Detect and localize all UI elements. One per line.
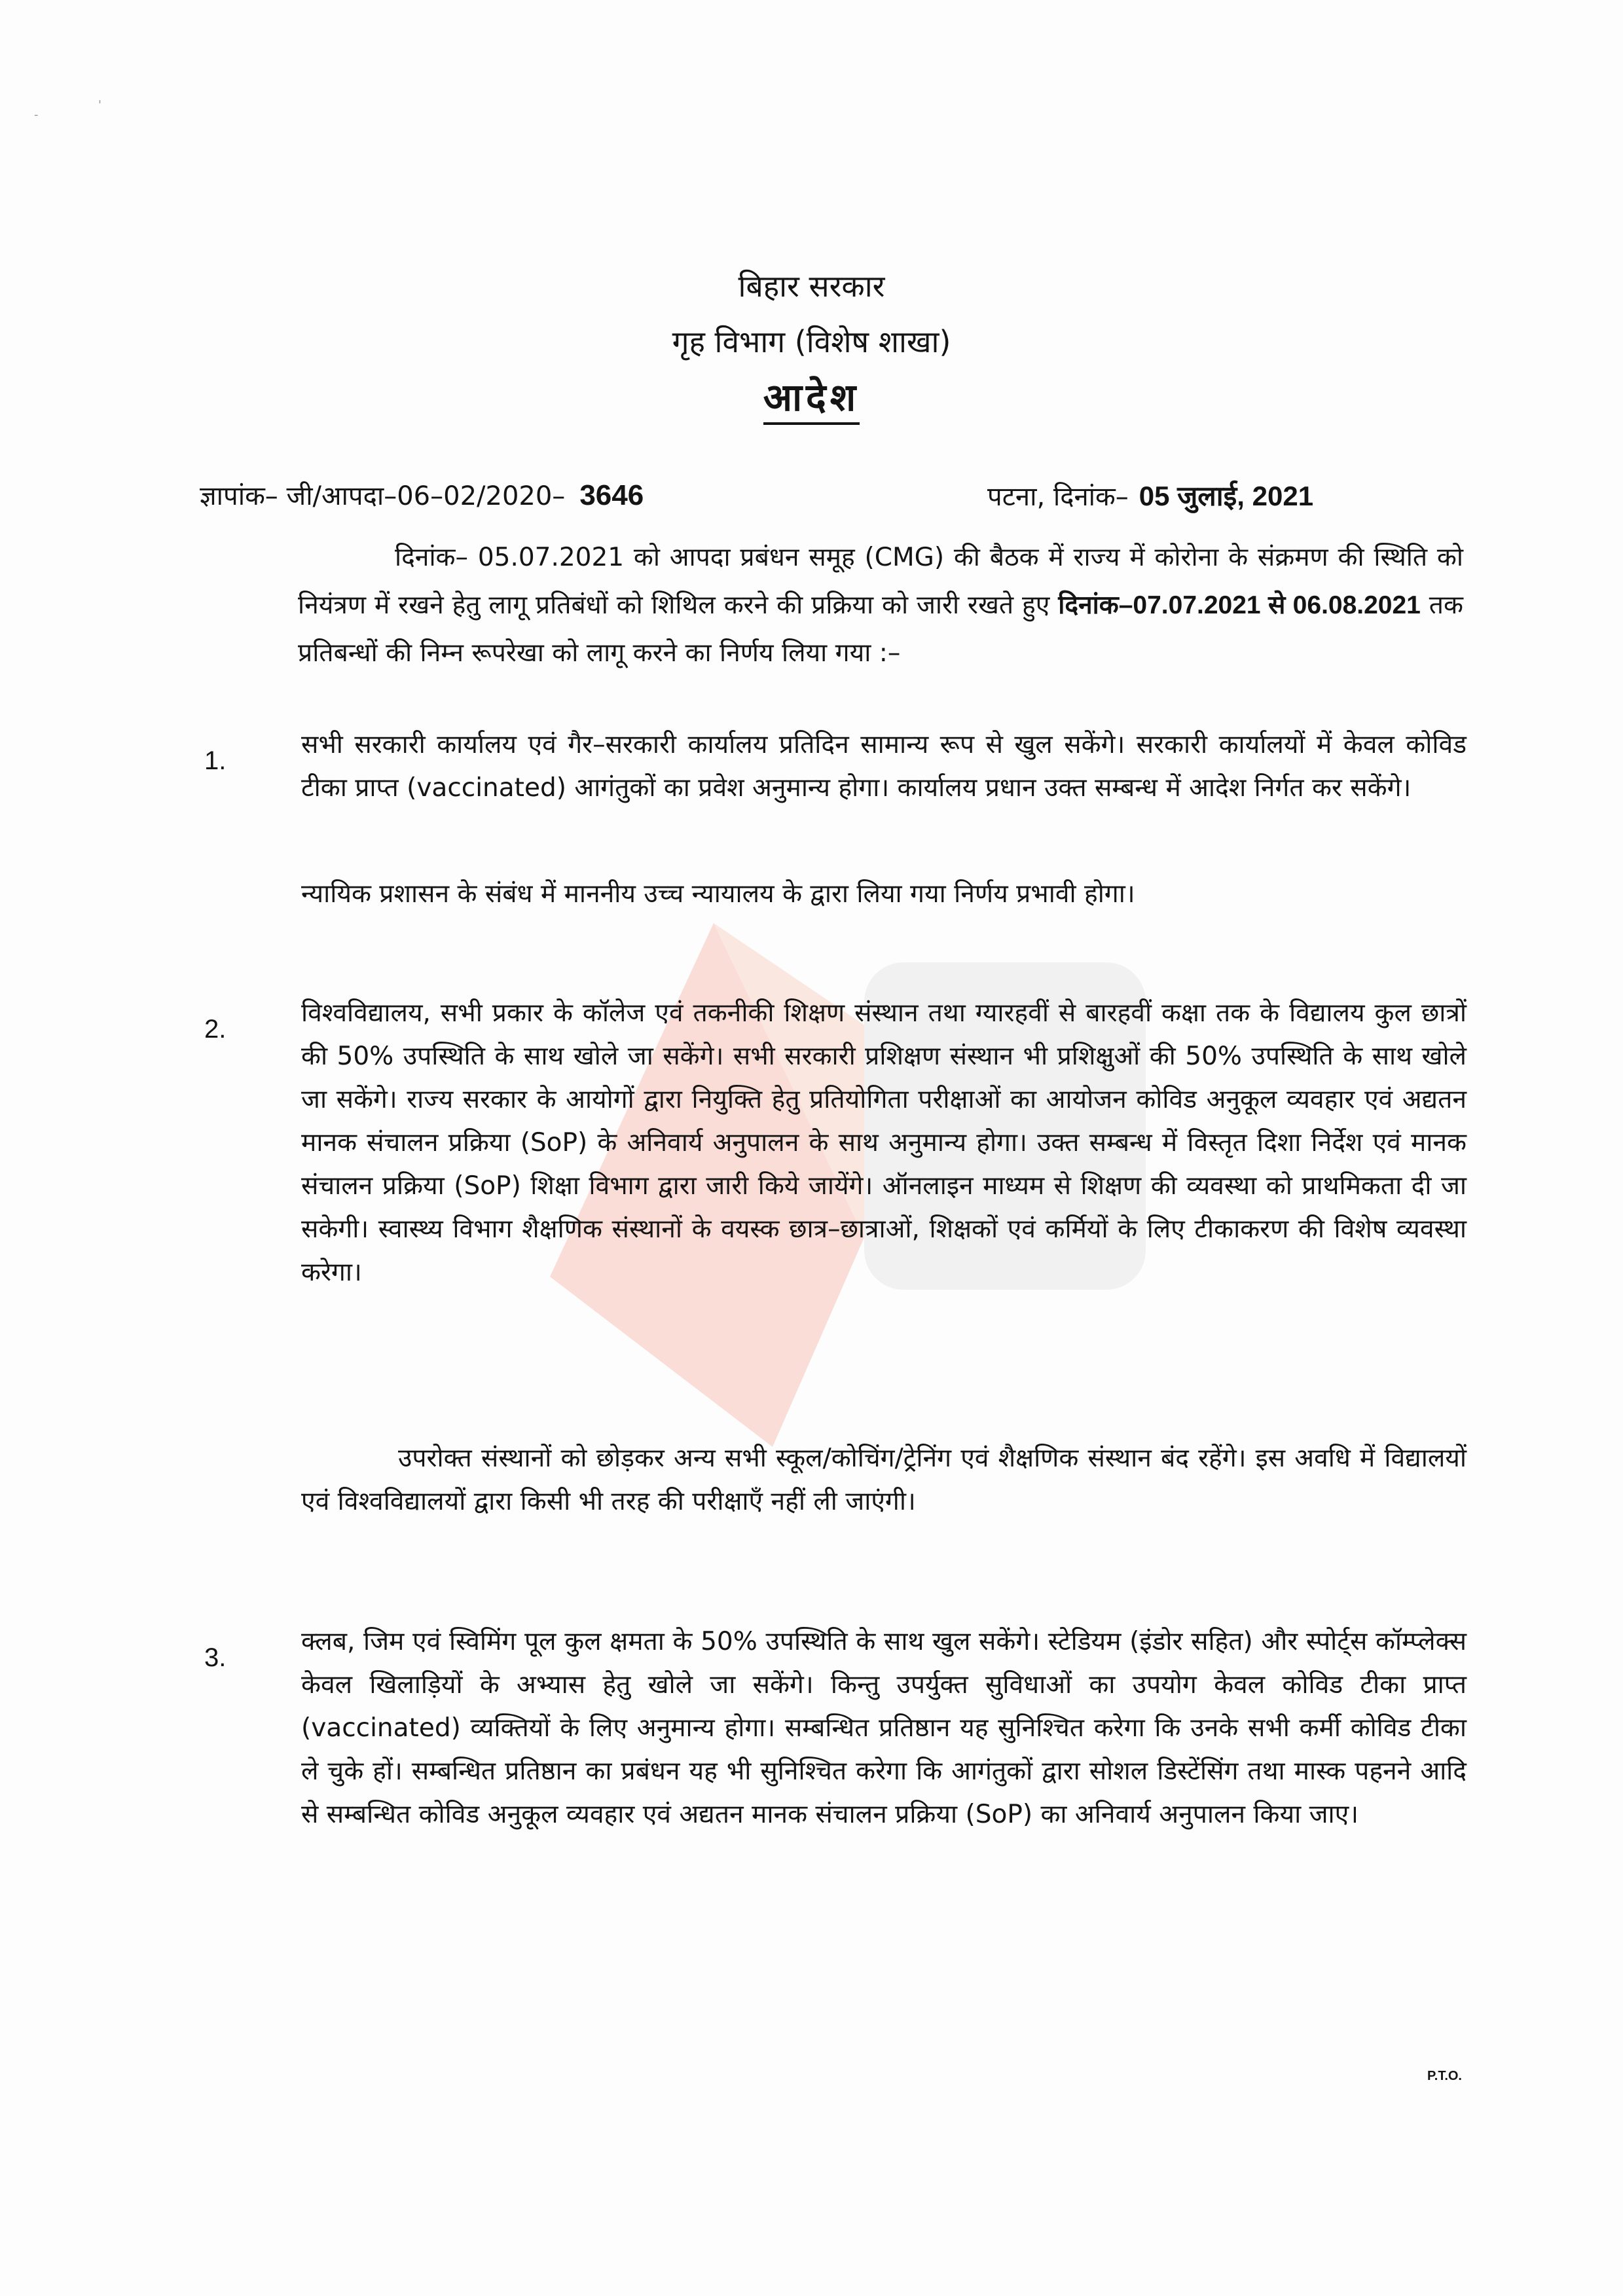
item-paragraph: न्यायिक प्रशासन के संबंध में माननीय उच्च न्यायालय के द्वारा लिया गया निर्णय प्रभावी होगा। [301, 879, 1135, 909]
department-name: गृह विभाग (विशेष शाखा) [672, 324, 951, 359]
scan-speck: ' [98, 98, 101, 112]
intro-paragraph [298, 534, 1463, 677]
item-paragraph: सभी सरकारी कार्यालय एवं गैर–सरकारी कार्यालय प्रतिदिन सामान्य रूप से खुल सकेंगे। सरकारी कार्यालयों में केवल कोविड टीका प्राप्त (vaccinated) आगंतुकों का प्रवेश अनुमान्य होगा। कार्यालय प्रधान उक्त सम्बन्ध में आदेश निर्गत कर सकेंगे। [301, 730, 1467, 803]
intro-text: दिनांक– 05.07.2021 को आपदा प्रबंधन समूह (CMG) की बैठक में राज्य में कोरोना के संक्रमण की स्थिति को नियंत्रण में रखने हेतु लागू प्रतिबंधों को शिथिल करने की प्रक्रिया को जारी रखते हुए [298, 543, 1463, 620]
item-number: 1. [204, 746, 227, 775]
item-number: 3. [204, 1643, 227, 1672]
place-date [987, 477, 1313, 514]
memo-reference-label: ज्ञापांक– जी/आपदा–06–02/2020– [200, 481, 566, 511]
pto-label: P.T.O. [1427, 2069, 1462, 2083]
scan-speck: - [34, 108, 39, 122]
item-number: 2. [204, 1015, 227, 1044]
memo-reference [200, 477, 644, 513]
government-name: बिहार सरकार [738, 268, 885, 304]
place-date-label: पटना, दिनांक– [987, 482, 1129, 512]
item-paragraph: क्लब, जिम एवं स्विमिंग पूल कुल क्षमता के 50% उपस्थिति के साथ खुल सकेंगे। स्टेडियम (इंडोर सहित) और स्पोर्ट्स कॉम्प्लेक्स केवल खिलाड़ियों के अभ्यास हेतु खोले जा सकेंगे। किन्तु उपर्युक्त सुविधाओं का उपयोग केवल कोविड टीका प्राप्त (vaccinated) व्यक्तियों के लिए अनुमान्य होगा। सम्बन्धित प्रतिष्ठान यह सुनिश्चित करेगा कि उनके सभी कर्मी कोविड टीका ले चुके हों। सम्बन्धित प्रतिष्ठान का प्रबंधन यह भी सुनिश्चित करेगा कि आगंतुकों द्वारा सोशल डिस्टेंसिंग तथा मास्क पहनने आदि से सम्बन्धित कोविड अनुकूल व्यवहार एवं अद्यतन मानक संचालन प्रक्रिया (SoP) का अनिवार्य अनुपालन किया जाए। [301, 1627, 1467, 1829]
intro-date-range: दिनांक–07.07.2021 से 06.08.2021 [1058, 591, 1421, 619]
intro-text-end: तक प्रतिबन्धों की निम्न रूपरेखा को लागू करने का निर्णय लिया गया :– [298, 591, 1463, 668]
item-paragraph: उपरोक्त संस्थानों को छोड़कर अन्य सभी स्कूल/कोचिंग/ट्रेनिंग एवं शैक्षणिक संस्थान बंद रहेंगे। इस अवधि में विद्यालयों एवं विश्वविद्यालयों द्वारा किसी भी तरह की परीक्षाएँ नहीं ली जाएंगी। [301, 1444, 1467, 1516]
memo-number: 3646 [579, 479, 644, 511]
order-date: 05 जुलाई, 2021 [1139, 481, 1314, 511]
order-title [0, 370, 1623, 422]
order-title-text: आदेश [763, 375, 860, 425]
item-paragraph: विश्वविद्यालय, सभी प्रकार के कॉलेज एवं तकनीकी शिक्षण संस्थान तथा ग्यारहवीं से बारहवीं कक्षा तक के विद्यालय कुल छात्रों की 50% उपस्थिति के साथ खोले जा सकेंगे। सभी सरकारी प्रशिक्षण संस्थान भी प्रशिक्षुओं की 50% उपस्थिति के साथ खोले जा सकेंगे। राज्य सरकार के आयोगों द्वारा नियुक्ति हेतु प्रतियोगिता परीक्षाओं का आयोजन कोविड अनुकूल व्यवहार एवं अद्यतन मानक संचालन प्रक्रिया (SoP) के अनिवार्य अनुपालन के साथ अनुमान्य होगा। उक्त सम्बन्ध में विस्तृत दिशा निर्देश एवं मानक संचालन प्रक्रिया (SoP) शिक्षा विभाग द्वारा जारी किये जायेंगे। ऑनलाइन माध्यम से शिक्षण की व्यवस्था को प्राथमिकता दी जा सकेगी। स्वास्थ्य विभाग शैक्षणिक संस्थानों के वयस्क छात्र–छात्राओं, शिक्षकों एवं कर्मियों के लिए टीकाकरण की विशेष व्यवस्था करेगा। [301, 998, 1467, 1287]
